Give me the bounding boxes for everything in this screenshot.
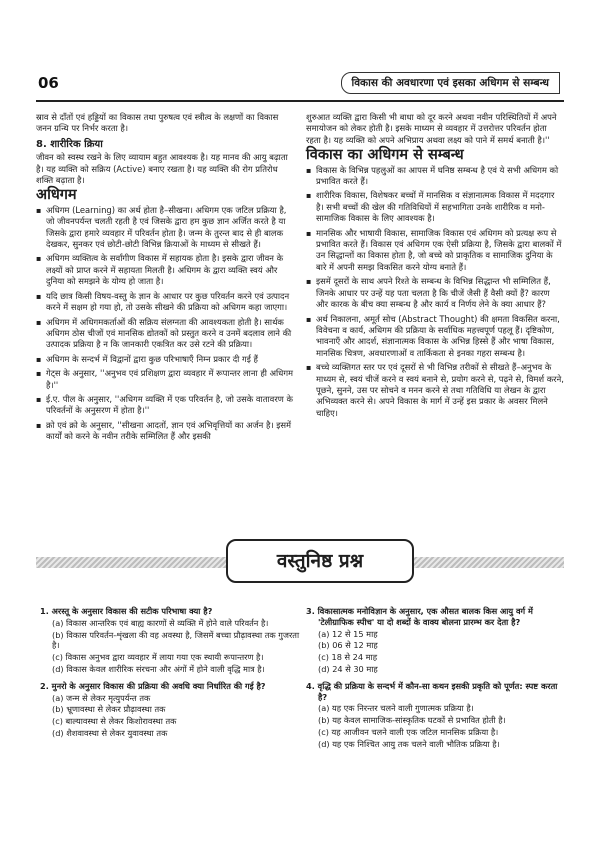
list-item: ▪ विकास के विभिन्न पहलुओं का आपस में घनिष्ठ सम्बन्ध है एवं ये सभी अधिगम को प्रभावित करते हैं।	[306, 165, 564, 188]
question-stem: वृद्धि की प्रक्रिया के सन्दर्भ में कौन-सा कथन इसकी प्रकृति को पूर्णत: स्पष्ट करता है?	[317, 680, 558, 702]
list-item: ▪ अधिगम में अधिगमकर्ताओं की सक्रिय संलग्नता की आवश्यकता होती है। सार्थक अधिगम ठोस चीजों एवं मानसिक द्योतकों को प्रस्तुत करने व उनमें बदलाव लाने की उत्पादक प्रक्रिया है न कि जानकारी एकत्रित कर उसे रटने की प्रक्रिया।	[36, 317, 296, 351]
list-item: ▪ अर्थ निकालना, अमूर्त सोच (Abstract Thought) की क्षमता विकसित करना, विवेचना व कार्य, अधिगम की प्रक्रिया के सर्वाधिक महत्त्वपूर्ण पहलू हैं। दृष्टिकोण, भावनाएँ और आदर्श, संज्ञानात्मक विकास के अभिन्न हिस्से हैं और भाषा विकास, मानसिक चित्रण, अवधारणाओं व तार्किकता से इनका गहरा सम्बन्ध है।	[306, 314, 564, 360]
question-text	[40, 606, 302, 617]
question-block	[306, 606, 568, 675]
list-item: ▪ अधिगम (Learning) का अर्थ होता है–सीखना। अधिगम एक जटिल प्रक्रिया है, जो जीवनपर्यन्त चलती रहती है एवं जिसके द्वारा हम कुछ ज्ञान अर्जित करते है या जिसके द्वारा हमारे व्यवहार में परिवर्तन होता है। जन्म के तुरन्त बाद से ही बालक देखकर, सुनकर एवं छोटी-छोटी विभिन्न क्रियाओं के माध्यम से सीखते हैं।	[36, 205, 296, 251]
question-option: (d) यह एक निश्चित आयु तक चलने वाली भौतिक प्रक्रिया है।	[318, 738, 500, 749]
continuation-paragraph: शुरुआत व्यक्ति द्वारा किसी भी बाधा को दूर करने अथवा नवीन परिस्थितियों में अपने समायोजन को लेकर होती है। इसके माध्यम से व्यवहार में उत्तरोत्तर परिवर्तन होता रहता है। यह व्यक्ति को अपने अभिप्राय अथवा लक्ष्य को पाने में समर्थ बनाती है।''	[306, 112, 557, 145]
question-option: (c) बाल्यावस्था से लेकर किशोरावस्था तक	[52, 716, 177, 727]
objective-title: वस्तुनिष्ठ प्रश्न	[226, 539, 414, 583]
intro-paragraph: स्राव से दाँतों एवं हड्डियों का विकास तथा पुरुषत्व एवं स्त्रीत्व के लक्षणों का विकास जनन ग्रन्थि पर निर्भर करता है।	[36, 112, 279, 134]
questions-right	[306, 606, 568, 756]
learning-heading: अधिगम	[36, 187, 77, 204]
question-option: (b) भ्रूणावस्था से लेकर प्रौढ़ावस्था तक	[52, 704, 166, 715]
list-item: ▪ मानसिक और भाषायी विकास, सामाजिक विकास एवं अधिगम को प्रत्यक्ष रूप से प्रभावित करते हैं। विकास एवं अधिगम एक ऐसी प्रक्रिया है, जिसके द्वारा बालकों में उन सिद्धान्तों का विकास होता है, जो बच्चे को प्राकृतिक व सामाजिक दुनिया के बारे में अपनी समझ विकसित करने योग्य बनाते हैं।	[306, 228, 564, 274]
question-option: (d) शैशवावस्था से लेकर युवावस्था तक	[52, 727, 168, 738]
question-number: 1.	[40, 606, 49, 616]
question-option: (a) 12 से 15 माह	[318, 628, 378, 639]
question-stem: मुनरो के अनुसार विकास की प्रक्रिया की अवधि क्या निर्धारित की गई है?	[51, 680, 266, 691]
question-stem: विकासात्मक मनोविज्ञान के अनुसार, एक औसत बालक किस आयु वर्ग में 'टेलीग्राफिक स्पीच' या दो शब्दों के वाक्य बोलना प्रारम्भ कर देता है?	[317, 606, 533, 627]
question-stem: अरस्तू के अनुसार विकास की सटीक परिभाषा क्या है?	[51, 606, 213, 616]
list-item: ▪ क्रो एवं क्रो के अनुसार, ''सीखना आदतों, ज्ञान एवं अभिवृत्तियों का अर्जन है। इसमें कार्यों को करने के नवीन तरीके सम्मिलित हैं और इसकी	[36, 420, 296, 443]
question-text	[306, 681, 568, 703]
list-item: ▪ ई.ए. पील के अनुसार, ''अधिगम व्यक्ति में एक परिवर्तन है, जो उसके वातावरण के परिवर्तनों के अनुसरण में होता है।''	[36, 394, 296, 417]
objective-banner	[36, 551, 564, 573]
page-number: 06	[38, 74, 59, 92]
question-block	[40, 606, 302, 675]
list-item: ▪ बच्चे व्यक्तिगत स्तर पर एवं दूसरों से भी विभिन्न तरीकों से सीखते हैं–अनुभव के माध्यम से, स्वयं चीजें करने व स्वयं बनाने से, प्रयोग करने से, पढ़ने से, विमर्श करने, पूछने, सुनने, उस पर सोचने व मनन करने से तथा गतिविधि या लेखन के द्वारा अभिव्यक्त करने से। अपने विकास के मार्ग में उन्हें इस प्रकार के अवसर मिलने चाहिए।	[306, 362, 564, 419]
questions-left	[40, 606, 302, 745]
question-option: (d) विकास केवल शारीरिक संरचना और अंगों में होने वाली वृद्धि मात्र है।	[52, 663, 265, 674]
question-option: (b) 06 से 12 माह	[318, 640, 378, 651]
right-column	[306, 112, 564, 422]
list-item: ▪ यदि छात्र किसी विषय-वस्तु के ज्ञान के आधार पर कुछ परिवर्तन करने एवं उत्पादन करने में सक्षम हो गया हो, तो उसके सीखने की प्रक्रिया को अधिगम कहा जाएगा।	[36, 291, 296, 314]
physical-activity-heading: 8. शारीरिक क्रिया	[36, 138, 103, 150]
list-item: ▪ इसमें दूसरों के साथ अपने रिश्ते के सम्बन्ध के विभिन्न सिद्धान्त भी सम्मिलित हैं, जिनके आधार पर उन्हें यह पता चलता है कि चीजें जैसी हैं वैसी क्यों हैं? कारण और कारक के बीच क्या सम्बन्ध है और कार्य व निर्णय लेने के क्या आधार हैं?	[306, 276, 564, 310]
list-item: ▪ गेट्स के अनुसार, ''अनुभव एवं प्रशिक्षण द्वारा व्यवहार में रूपान्तर लाना ही अधिगम है।''	[36, 368, 296, 391]
physical-activity-paragraph: जीवन को स्वस्थ रखने के लिए व्यायाम बहुत आवश्यक है। यह मानव की आयु बढ़ाता है। यह व्यक्ति को सक्रिय (Active) बनाए रखता है। यह व्यक्ति की रोग प्रतिरोध शक्ति बढ़ाता है।	[36, 152, 288, 186]
question-option: (c) 18 से 24 माह	[318, 652, 378, 663]
left-column	[36, 112, 296, 446]
question-option: (a) यह एक निरन्तर चलने वाली गुणात्मक प्रक्रिया है।	[318, 703, 474, 714]
question-option: (d) 24 से 30 माह	[318, 663, 378, 674]
list-item: ▪ अधिगम व्यक्तित्व के सर्वांगीण विकास में सहायक होता है। इसके द्वारा जीवन के लक्ष्यों को प्राप्त करने में सहायता मिलती है। अधिगम के द्वारा व्यक्ति स्वयं और दुनिया को समझने के योग्य हो जाता है।	[36, 253, 296, 287]
question-option: (b) यह केवल सामाजिक-सांस्कृतिक घटकों से प्रभावित होती है।	[318, 715, 506, 726]
question-number: 3.	[306, 606, 315, 616]
chapter-title: विकास की अवधारणा एवं इसका अधिगम से सम्बन्ध	[341, 72, 561, 94]
question-text	[40, 681, 302, 692]
question-option: (a) जन्म से लेकर मृत्युपर्यन्त तक	[52, 692, 151, 703]
relation-heading: विकास का अधिगम से सम्बन्ध	[306, 147, 464, 164]
question-text	[306, 606, 568, 628]
question-number: 4.	[306, 680, 315, 691]
relation-list	[306, 165, 564, 420]
question-block	[306, 681, 568, 750]
question-number: 2.	[40, 680, 49, 691]
question-option: (c) विकास अनुभव द्वारा व्यवहार में लाया गया एक स्थायी रूपान्तरण है।	[52, 652, 264, 663]
list-item: ▪ अधिगम के सन्दर्भ में विद्वानों द्वारा कुछ परिभाषाएँ निम्न प्रकार दी गई हैं	[36, 354, 296, 365]
question-block	[40, 681, 302, 739]
header-rule	[36, 100, 564, 102]
question-option: (b) विकास परिवर्तन-शृंखला की वह अवस्था है, जिसमें बच्चा प्रौढ़ावस्था तक गुजरता है।	[52, 629, 300, 651]
learning-list	[36, 205, 296, 443]
question-option: (a) विकास आन्तरिक एवं बाह्य कारणों से व्यक्ति में होने वाले परिवर्तन है।	[52, 617, 269, 628]
list-item: ▪ शारीरिक विकास, विशेषकर बच्चों में मानसिक व संज्ञानात्मक विकास में मददगार है। सभी बच्चों की खेल की गतिविधियों में सहभागिता उनके शारीरिक व मनो-सामाजिक विकास के लिए आवश्यक है।	[306, 190, 564, 224]
question-option: (c) यह आजीवन चलने वाली एक जटिल मानसिक प्रक्रिया है।	[318, 726, 499, 737]
